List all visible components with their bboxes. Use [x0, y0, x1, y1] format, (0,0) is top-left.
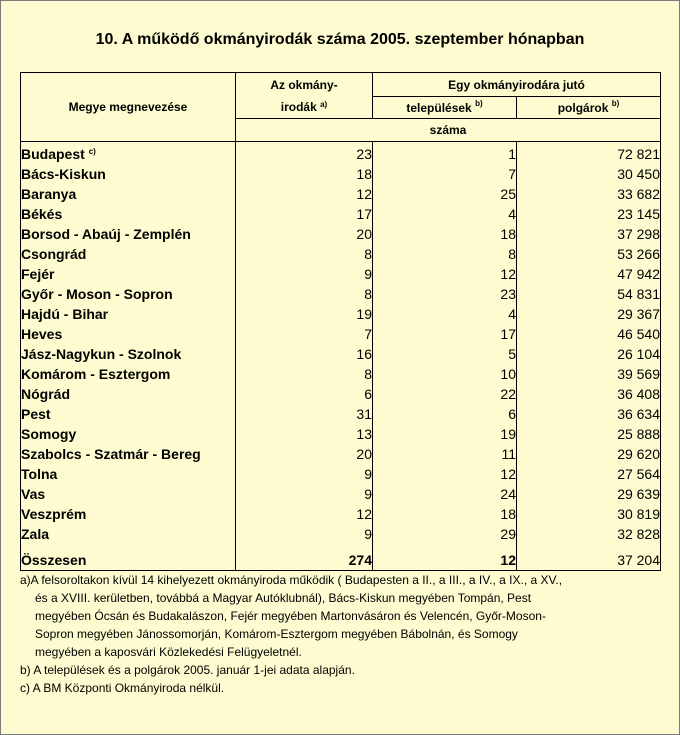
cell-telepulesek: 12	[373, 264, 517, 284]
cell-irodak: 18	[236, 164, 373, 184]
footnote-a	[20, 571, 660, 661]
cell-irodak: 12	[236, 184, 373, 204]
county-name: Borsod - Abaúj - Zemplén	[21, 224, 236, 244]
footnote-a-line: megyében a kaposvári Közlekedési Felügyeletnél.	[35, 645, 302, 659]
header-settlements: települések $^{b)}$	[373, 97, 517, 119]
cell-irodak: 20	[236, 224, 373, 244]
cell-irodak: 16	[236, 344, 373, 364]
table-row	[21, 264, 661, 284]
cell-polgarok: 37 298	[517, 224, 661, 244]
cell-polgarok: 27 564	[517, 464, 661, 484]
cell-polgarok: 54 831	[517, 284, 661, 304]
footnote-c: c) A BM Központi Okmányiroda nélkül.	[20, 681, 225, 695]
total-polgarok: 37 204	[517, 550, 661, 571]
cell-polgarok: 33 682	[517, 184, 661, 204]
cell-telepulesek: 6	[373, 404, 517, 424]
county-name: Győr - Moson - Sopron	[21, 284, 236, 304]
cell-irodak: 8	[236, 364, 373, 384]
table-row	[21, 244, 661, 264]
cell-telepulesek: 5	[373, 344, 517, 364]
county-name: Baranya	[21, 184, 236, 204]
cell-irodak: 13	[236, 424, 373, 444]
cell-irodak: 12	[236, 504, 373, 524]
cell-irodak: 19	[236, 304, 373, 324]
cell-irodak: 31	[236, 404, 373, 424]
cell-polgarok: 29 620	[517, 444, 661, 464]
header-unit: száma	[236, 119, 661, 142]
table-row	[21, 284, 661, 304]
cell-telepulesek: 8	[373, 244, 517, 264]
cell-telepulesek: 11	[373, 444, 517, 464]
total-row	[21, 550, 661, 571]
page-title: 10. A működő okmányirodák száma 2005. szeptember hónapban	[95, 31, 585, 48]
county-name: Jász-Nagykun - Szolnok	[21, 344, 236, 364]
cell-irodak: 9	[236, 464, 373, 484]
table-row	[21, 524, 661, 544]
cell-telepulesek: 12	[373, 464, 517, 484]
table-row	[21, 324, 661, 344]
cell-irodak: 8	[236, 244, 373, 264]
cell-irodak: 23	[236, 142, 373, 165]
cell-telepulesek: 25	[373, 184, 517, 204]
header-citizens: polgárok $^{b)}$	[517, 97, 661, 119]
cell-telepulesek: 7	[373, 164, 517, 184]
cell-polgarok: 30 819	[517, 504, 661, 524]
footnote-a-line: és a XVIII. kerületben, továbbá a Magyar Autóklubnál), Bács-Kiskun megyében Tompán, Pest	[35, 591, 532, 605]
cell-telepulesek: 18	[373, 504, 517, 524]
table-row	[21, 384, 661, 404]
table-row	[21, 444, 661, 464]
table-row	[21, 344, 661, 364]
table-row	[21, 204, 661, 224]
table-body	[21, 142, 661, 571]
cell-polgarok: 72 821	[517, 142, 661, 165]
table-row	[21, 424, 661, 444]
cell-telepulesek: 4	[373, 204, 517, 224]
cell-telepulesek: 4	[373, 304, 517, 324]
total-label: Összesen	[21, 550, 236, 571]
cell-polgarok: 47 942	[517, 264, 661, 284]
cell-telepulesek: 29	[373, 524, 517, 544]
county-name: Vas	[21, 484, 236, 504]
cell-polgarok: 32 828	[517, 524, 661, 544]
footnote-a-line: a)A felsoroltakon kívül 14 kihelyezett okmányiroda működik ( Budapesten a II., a III., a IV., a IX., a XV.,	[20, 573, 563, 587]
cell-telepulesek: 19	[373, 424, 517, 444]
cell-telepulesek: 17	[373, 324, 517, 344]
cell-polgarok: 30 450	[517, 164, 661, 184]
cell-telepulesek: 10	[373, 364, 517, 384]
table-row	[21, 504, 661, 524]
footnote-a-line: megyében Ócsán és Budakalászon, Fejér megyében Martonvásáron és Velencén, Győr-Moson-	[35, 609, 546, 623]
cell-irodak: 6	[236, 384, 373, 404]
county-name: Budapest $^{c)}$	[21, 142, 236, 165]
cell-polgarok: 25 888	[517, 424, 661, 444]
county-name: Csongrád	[21, 244, 236, 264]
cell-polgarok: 36 634	[517, 404, 661, 424]
cell-irodak: 7	[236, 324, 373, 344]
cell-irodak: 9	[236, 484, 373, 504]
cell-polgarok: 39 569	[517, 364, 661, 384]
table-row	[21, 364, 661, 384]
table-row	[21, 142, 661, 165]
cell-telepulesek: 23	[373, 284, 517, 304]
cell-polgarok: 46 540	[517, 324, 661, 344]
county-name: Heves	[21, 324, 236, 344]
total-irodak: 274	[236, 550, 373, 571]
cell-telepulesek: 1	[373, 142, 517, 165]
footnote-b: b) A települések és a polgárok 2005. január 1-jei adata alapján.	[20, 663, 355, 677]
county-name: Hajdú - Bihar	[21, 304, 236, 324]
county-name: Békés	[21, 204, 236, 224]
table-row	[21, 484, 661, 504]
cell-telepulesek: 18	[373, 224, 517, 244]
county-name: Somogy	[21, 424, 236, 444]
cell-telepulesek: 22	[373, 384, 517, 404]
cell-irodak: 9	[236, 264, 373, 284]
cell-telepulesek: 24	[373, 484, 517, 504]
cell-polgarok: 23 145	[517, 204, 661, 224]
county-name: Pest	[21, 404, 236, 424]
cell-irodak: 8	[236, 284, 373, 304]
table-row	[21, 224, 661, 244]
county-name: Szabolcs - Szatmár - Bereg	[21, 444, 236, 464]
county-name: Fejér	[21, 264, 236, 284]
county-name: Komárom - Esztergom	[21, 364, 236, 384]
table-header	[21, 73, 661, 142]
table-row	[21, 464, 661, 484]
cell-polgarok: 26 104	[517, 344, 661, 364]
county-name: Zala	[21, 524, 236, 544]
county-name: Nógrád	[21, 384, 236, 404]
cell-polgarok: 29 639	[517, 484, 661, 504]
cell-polgarok: 36 408	[517, 384, 661, 404]
total-telepulesek: 12	[373, 550, 517, 571]
footnotes	[20, 571, 660, 697]
cell-polgarok: 53 266	[517, 244, 661, 264]
table-row	[21, 184, 661, 204]
cell-irodak: 20	[236, 444, 373, 464]
county-name: Bács-Kiskun	[21, 164, 236, 184]
county-name: Veszprém	[21, 504, 236, 524]
cell-irodak: 9	[236, 524, 373, 544]
footnote-a-line: Sopron megyében Jánossomorján, Komárom-Esztergom megyében Bábolnán, és Somogy	[35, 627, 518, 641]
cell-polgarok: 29 367	[517, 304, 661, 324]
table-row	[21, 404, 661, 424]
cell-irodak: 17	[236, 204, 373, 224]
table-row	[21, 164, 661, 184]
county-name: Tolna	[21, 464, 236, 484]
data-table	[20, 72, 661, 571]
header-county: Megye megnevezése	[21, 73, 236, 142]
header-per-office: Egy okmányirodára jutó	[373, 73, 661, 97]
table-row	[21, 304, 661, 324]
header-offices: Az okmány- irodák $^{a)}$	[236, 73, 373, 119]
